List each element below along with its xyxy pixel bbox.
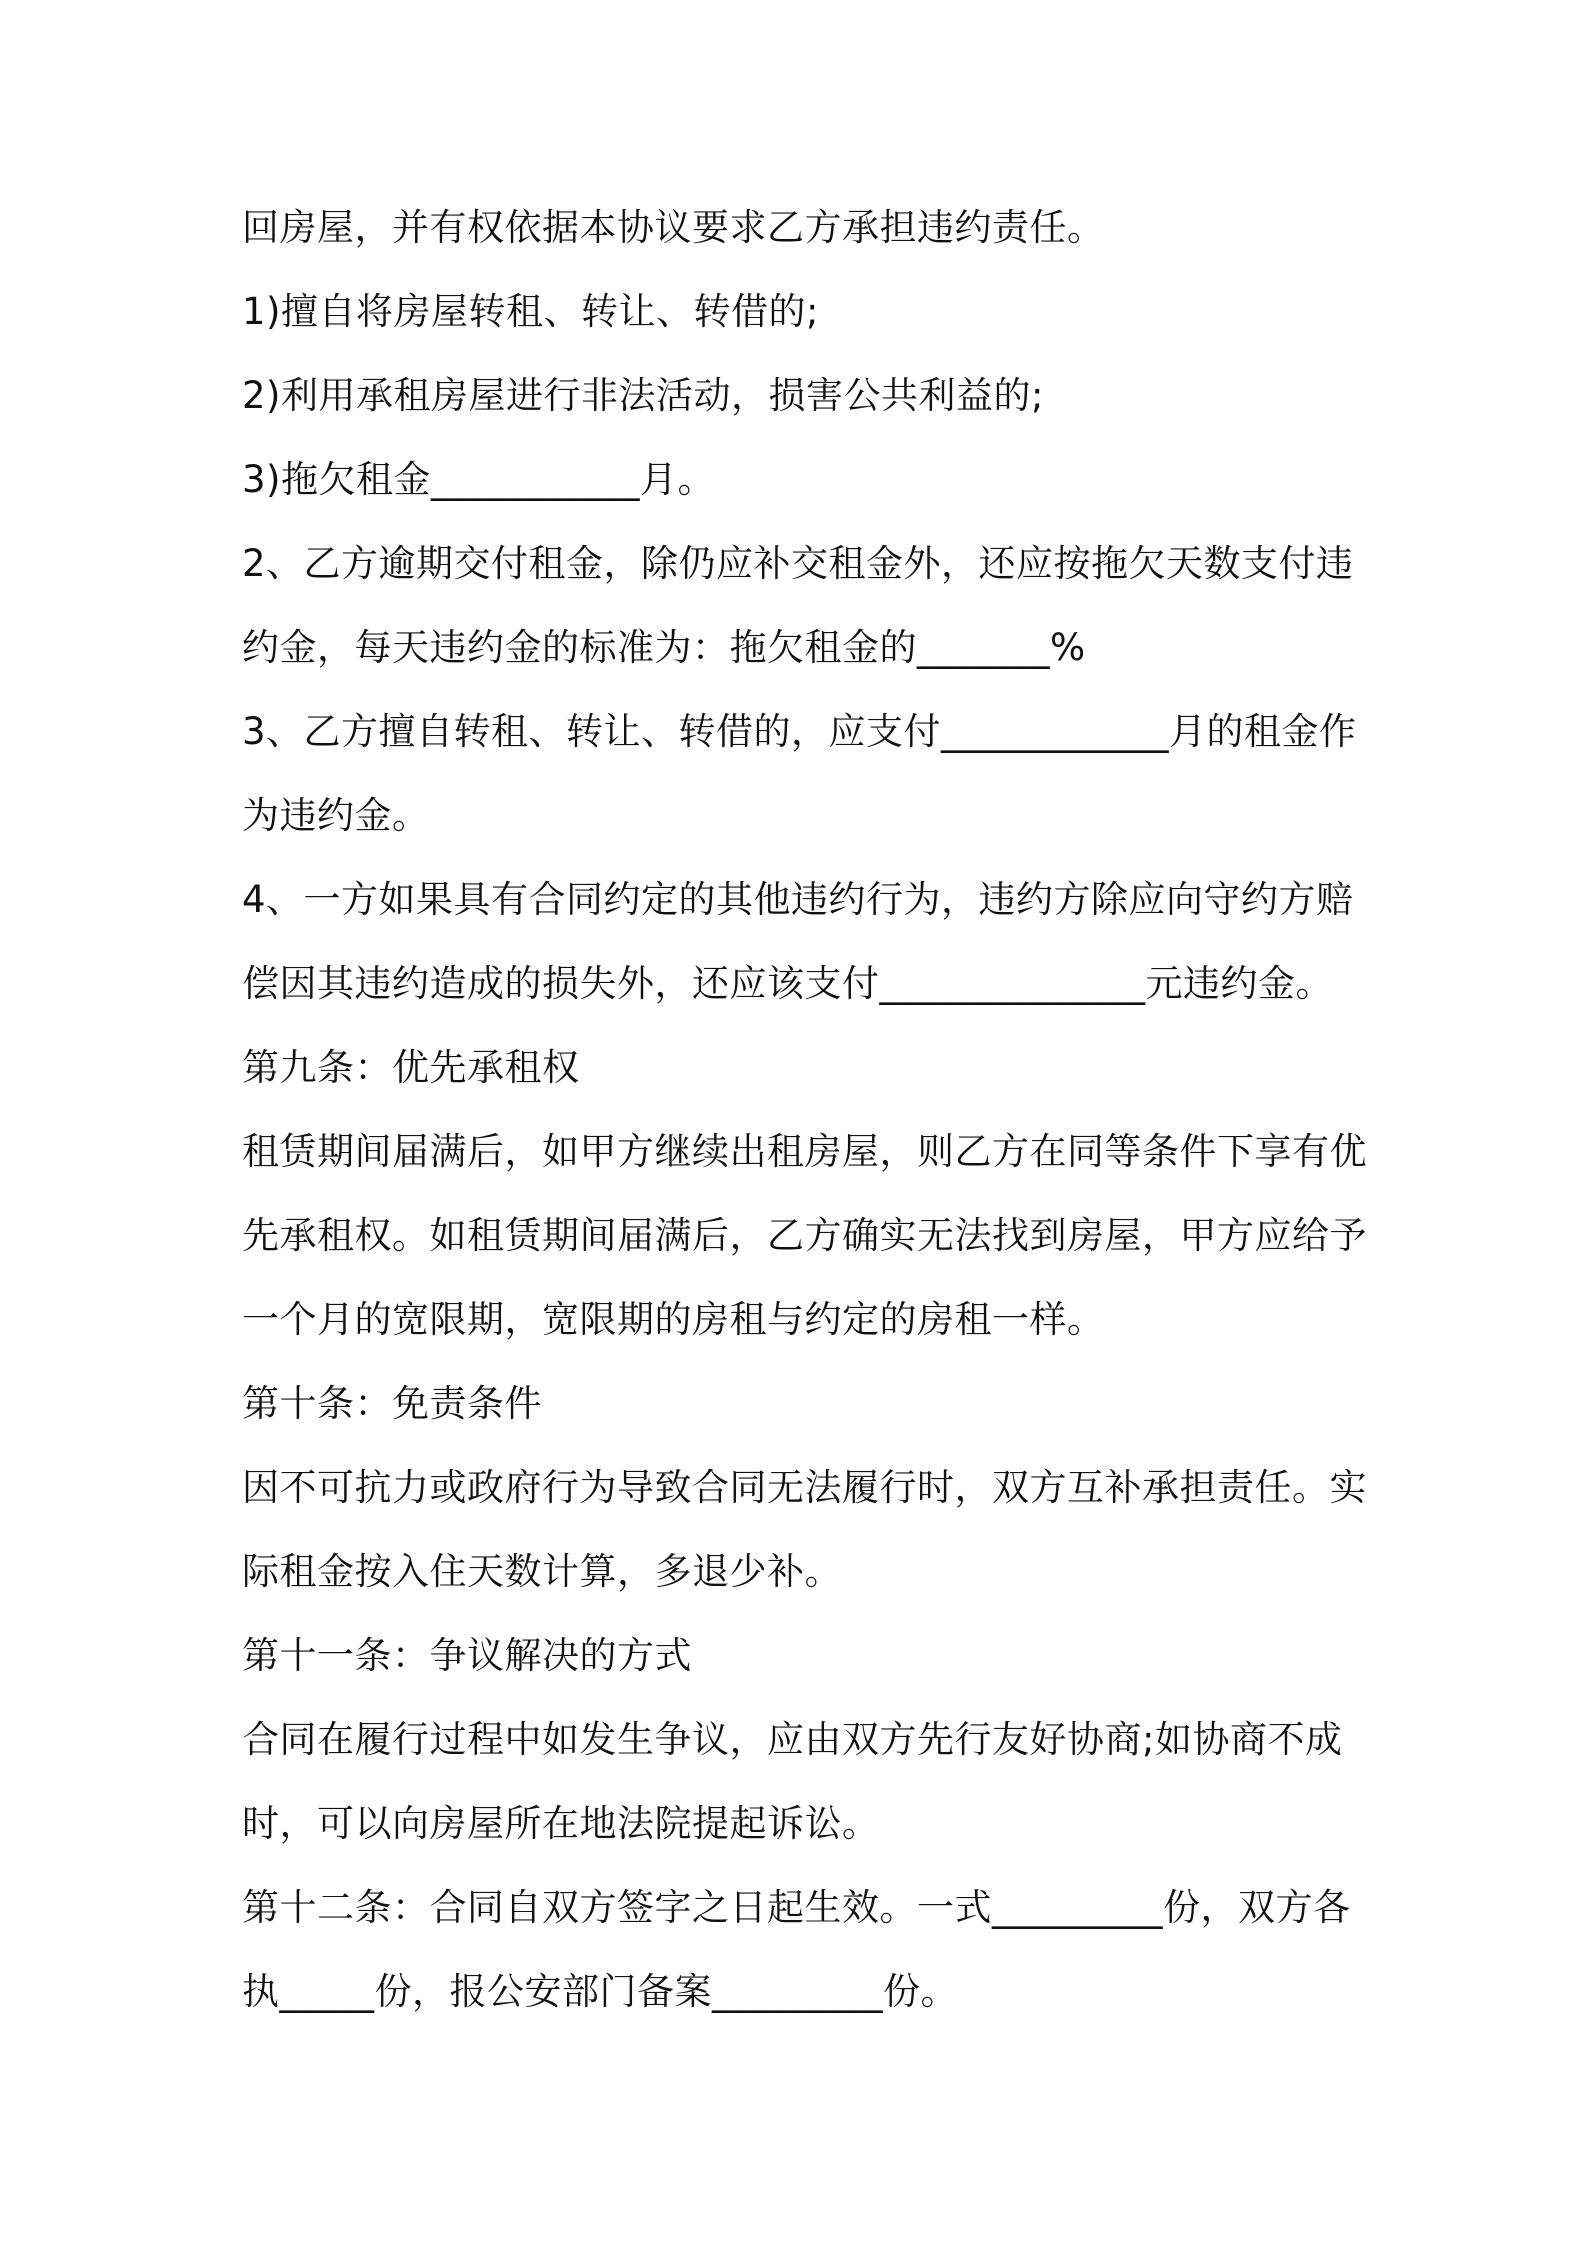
paragraph-line: 为违约金。 [242,794,430,837]
paragraph-line: 偿因其违约造成的损失外，还应该支付______________元违约金。 [242,962,1333,1005]
paragraph-line: 3、乙方擅自转租、转让、转借的，应支付____________月的租金作 [242,710,1357,753]
paragraph-line: 执_____份，报公安部门备案_________份。 [242,1970,958,2013]
paragraph-line: 先承租权。如租赁期间届满后，乙方确实无法找到房屋，甲方应给予 [242,1214,1367,1257]
section-heading: 第九条：优先承租权 [242,1046,580,1089]
paragraph-line: 1)擅自将房屋转租、转让、转借的; [242,290,819,333]
paragraph-line: 3)拖欠租金___________月。 [242,458,715,501]
paragraph-line: 一个月的宽限期，宽限期的房租与约定的房租一样。 [242,1298,1105,1341]
paragraph-line: 际租金按入住天数计算，多退少补。 [242,1550,842,1593]
paragraph-line: 因不可抗力或政府行为导致合同无法履行时，双方互补承担责任。实 [242,1466,1367,1509]
paragraph-line: 4、一方如果具有合同约定的其他违约行为，违约方除应向守约方赔 [242,878,1354,921]
section-heading: 第十一条：争议解决的方式 [242,1634,692,1677]
paragraph-line: 租赁期间届满后，如甲方继续出租房屋，则乙方在同等条件下享有优 [242,1130,1367,1173]
paragraph-line: 时，可以向房屋所在地法院提起诉讼。 [242,1802,880,1845]
paragraph-line: 2)利用承租房屋进行非法活动，损害公共利益的; [242,374,1044,417]
paragraph-line: 合同在履行过程中如发生争议，应由双方先行友好协商;如协商不成 [242,1718,1343,1761]
paragraph-line: 回房屋，并有权依据本协议要求乙方承担违约责任。 [242,206,1105,249]
section-heading: 第十条：免责条件 [242,1382,542,1425]
paragraph-line: 约金，每天违约金的标准为：拖欠租金的_______% [242,626,1086,669]
paragraph-line: 2、乙方逾期交付租金，除仍应补交租金外，还应按拖欠天数支付违 [242,542,1354,585]
section-heading: 第十二条：合同自双方签字之日起生效。一式_________份，双方各 [242,1886,1351,1929]
